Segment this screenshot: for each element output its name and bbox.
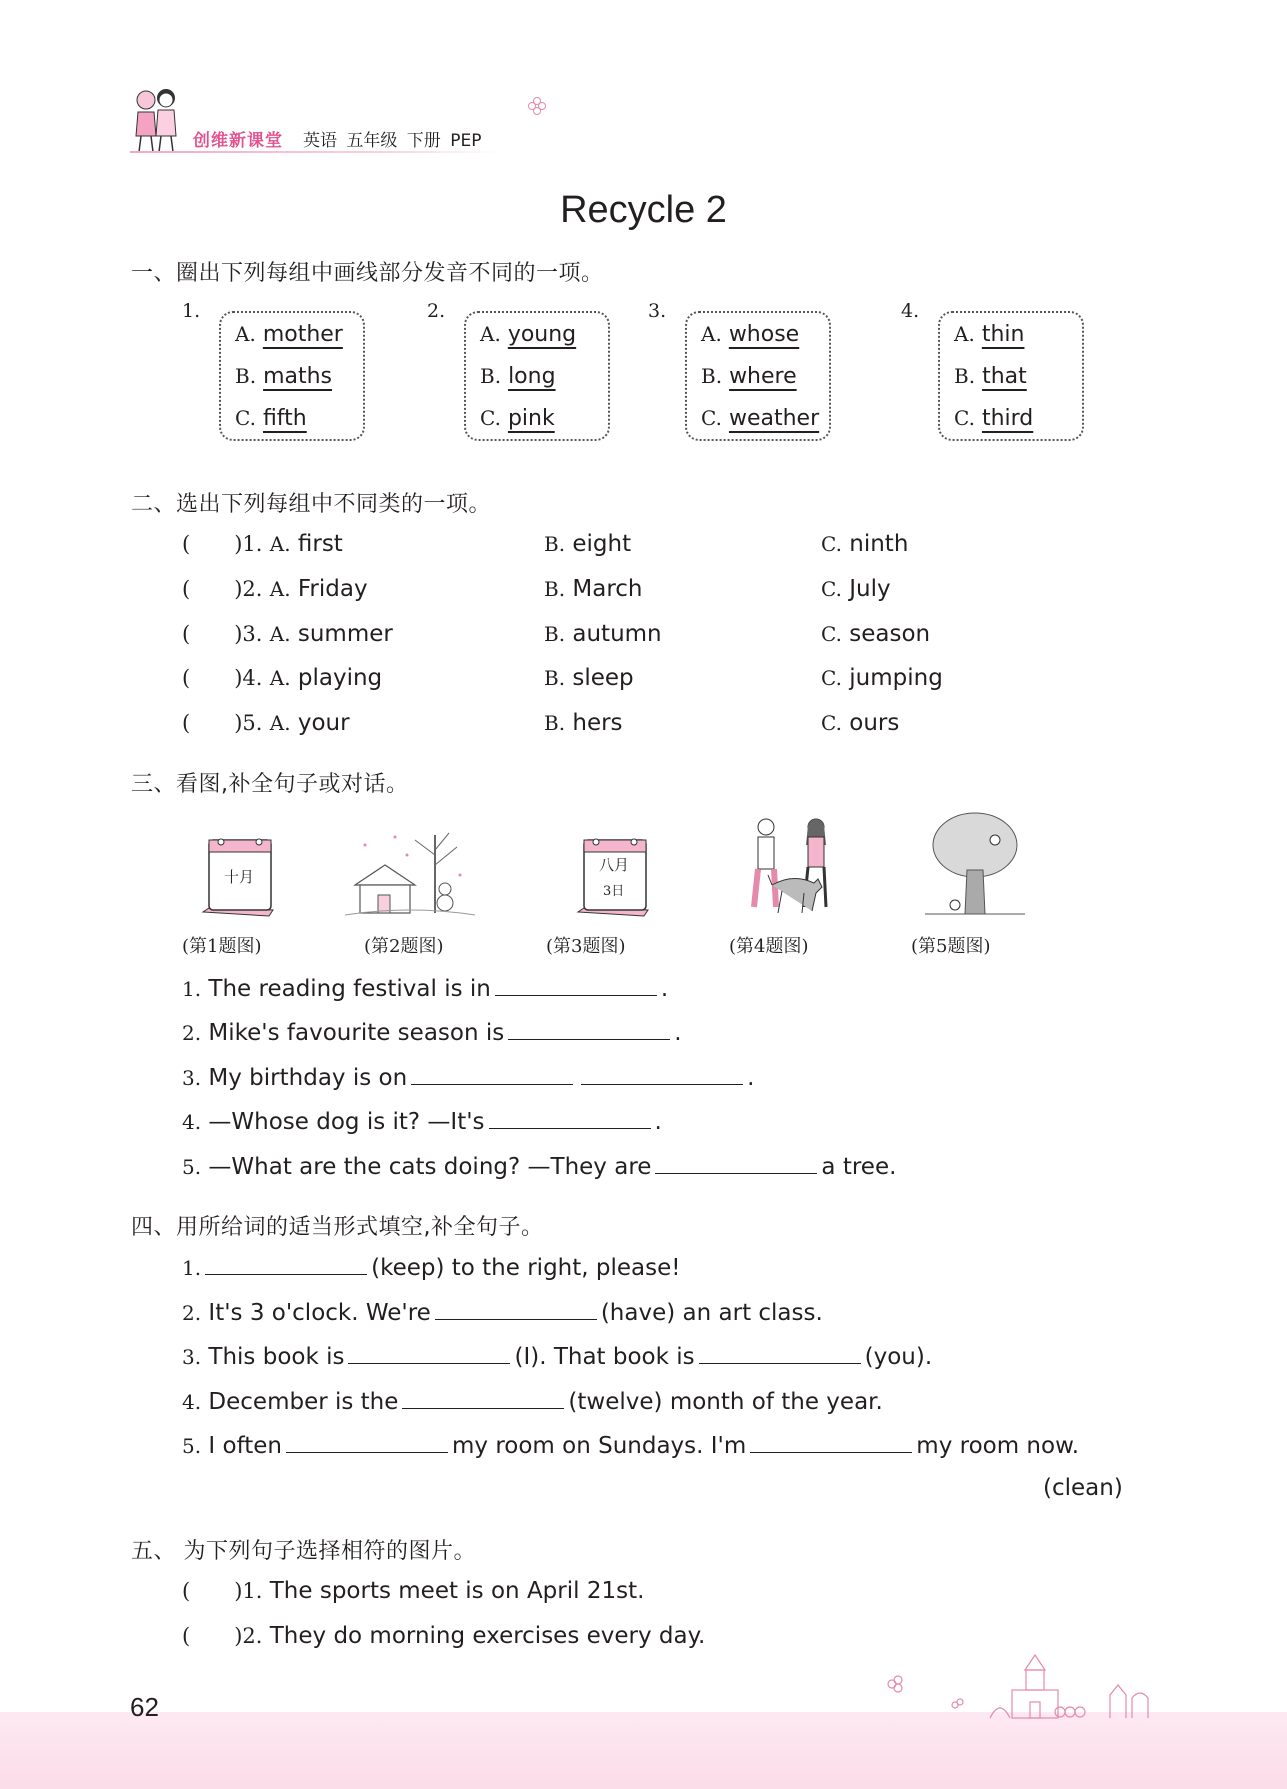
option-letter: C.: [701, 406, 722, 430]
answer-paren[interactable]: (: [182, 666, 191, 690]
option-letter: A.: [701, 322, 722, 346]
fill-sentence: [182, 1430, 1079, 1459]
answer-paren[interactable]: (: [182, 711, 191, 735]
option-word: where: [729, 364, 797, 389]
option-letter: C.: [821, 622, 842, 646]
option-line: [221, 313, 363, 355]
sentence-text: The sports meet is on April 21st.: [269, 1578, 645, 1604]
option-c-cell: [821, 576, 891, 602]
sentence-text: month of the year.: [669, 1389, 883, 1415]
sentence-text: .: [674, 1020, 682, 1046]
option-letter: B.: [544, 577, 566, 601]
fill-sentence: [182, 1062, 754, 1091]
option-box: [685, 311, 831, 441]
sentence-text: It's 3 o'clock. We're: [208, 1300, 431, 1326]
option-line: [466, 313, 608, 355]
option-c: ninth: [849, 531, 909, 557]
answer-blank[interactable]: [205, 1252, 367, 1275]
option-b: March: [572, 576, 643, 602]
question-number: 3.: [182, 1345, 202, 1369]
sentence-text: . That book is: [539, 1344, 695, 1370]
word-hint: (I): [514, 1344, 540, 1370]
option-b-cell: [544, 621, 662, 647]
option-word: maths: [263, 364, 333, 389]
sentence-text: my room on Sundays. I'm: [452, 1433, 747, 1459]
option-b-cell: [544, 665, 634, 691]
option-a: summer: [297, 621, 393, 647]
fill-sentence: [182, 1151, 896, 1180]
calendar-picture-3: [570, 830, 660, 920]
question-number: 2.: [182, 1301, 202, 1325]
option-c: July: [849, 576, 891, 602]
picture-caption: (第1题图): [182, 936, 262, 957]
sentence-text: .: [747, 1065, 755, 1091]
option-line: [940, 397, 1082, 439]
option-c: ours: [849, 710, 900, 736]
classify-row: [182, 621, 393, 647]
header-rule: [130, 151, 500, 153]
option-line: [940, 313, 1082, 355]
group-number: 1.: [182, 300, 201, 322]
answer-paren[interactable]: (: [182, 577, 191, 601]
option-word: pink: [507, 406, 555, 431]
option-b-cell: [544, 576, 643, 602]
answer-blank[interactable]: [348, 1341, 510, 1364]
question-number: 5.: [182, 1155, 202, 1179]
option-letter: A.: [269, 532, 291, 556]
option-a: Friday: [297, 576, 368, 602]
option-letter: A.: [954, 322, 975, 346]
word-hint: (clean): [1043, 1475, 1123, 1501]
option-b: autumn: [572, 621, 662, 647]
answer-blank[interactable]: [489, 1106, 651, 1129]
option-word: long: [508, 364, 556, 389]
winter-scene-picture: [345, 825, 475, 920]
option-word: whose: [728, 322, 800, 347]
question-number: 1.: [182, 1256, 202, 1280]
option-letter: A.: [269, 666, 291, 690]
fill-sentence: [182, 1106, 662, 1135]
calendar-month: 十月: [224, 868, 255, 886]
header-series-title: 创维新课堂: [193, 131, 283, 151]
fill-sentence: [182, 1386, 883, 1415]
option-word: third: [981, 406, 1034, 431]
option-letter: C.: [821, 666, 842, 690]
option-letter: C.: [235, 406, 256, 430]
fill-sentence: [182, 1341, 932, 1370]
sentence-text: —Whose dog is it? —It's: [208, 1109, 485, 1135]
question-number: 1.: [182, 977, 202, 1001]
section2-heading: 二、选出下列每组中不同类的一项。: [131, 492, 492, 517]
classify-row: [182, 531, 343, 557]
section5-heading: 五、 为下列句子选择相符的图片。: [131, 1539, 476, 1564]
sentence-text: my room now.: [916, 1433, 1080, 1459]
option-c-cell: [821, 531, 908, 557]
option-c: season: [849, 621, 931, 647]
option-line: [221, 397, 363, 439]
option-letter: A.: [480, 322, 501, 346]
classify-row: [182, 710, 350, 736]
sentence-text: .: [660, 976, 669, 1002]
sentence-text: December is the: [208, 1389, 399, 1415]
option-c-cell: [821, 665, 943, 691]
sentence-text: The reading festival is in: [208, 976, 491, 1002]
fill-sentence: [182, 1297, 823, 1326]
question-number: 3.: [182, 1066, 202, 1090]
option-line: [687, 313, 829, 355]
group-number: 3.: [648, 300, 667, 322]
flower-icon: [528, 97, 546, 115]
option-word: thin: [981, 322, 1025, 347]
option-letter: B.: [235, 364, 257, 388]
answer-paren[interactable]: (: [182, 1624, 191, 1648]
header-girls-illustration: [128, 86, 188, 156]
option-word: young: [507, 322, 577, 347]
option-letter: C.: [821, 711, 842, 735]
option-c-cell: [821, 710, 899, 736]
answer-blank[interactable]: [286, 1430, 448, 1453]
picture-caption: (第2题图): [364, 936, 444, 957]
option-line: [940, 355, 1082, 397]
question-number: )5.: [234, 711, 263, 735]
question-number: )3.: [234, 622, 263, 646]
option-line: [687, 397, 829, 439]
question-number: 5.: [182, 1434, 202, 1458]
option-letter: C.: [954, 406, 975, 430]
question-number: 4.: [182, 1110, 202, 1134]
option-letter: A.: [269, 577, 291, 601]
question-number: )2.: [234, 577, 263, 601]
group-number: 2.: [427, 300, 446, 322]
option-letter: A.: [269, 622, 291, 646]
option-a: playing: [297, 665, 383, 691]
match-sentence: [182, 1623, 705, 1649]
picture-caption: (第5题图): [911, 936, 991, 957]
answer-blank[interactable]: [581, 1062, 743, 1085]
section1-heading: 一、圈出下列每组中画线部分发音不同的一项。: [131, 261, 604, 286]
classify-row: [182, 576, 368, 602]
option-letter: C.: [480, 406, 501, 430]
sentence-text: a tree.: [821, 1154, 897, 1180]
question-number: 2.: [182, 1021, 202, 1045]
people-dog-picture: [738, 815, 848, 920]
option-b: sleep: [572, 665, 634, 691]
sentence-text: I often: [208, 1433, 283, 1459]
question-number: )1.: [234, 1579, 263, 1603]
option-word: that: [982, 364, 1027, 389]
answer-paren[interactable]: (: [182, 622, 191, 646]
word-hint: (have): [600, 1300, 676, 1326]
option-letter: B.: [544, 532, 566, 556]
option-b: eight: [572, 531, 632, 557]
picture-caption: (第3题图): [546, 936, 626, 957]
option-b-cell: [544, 710, 623, 736]
fill-sentence: [182, 1252, 680, 1281]
picture-caption: (第4题图): [729, 936, 809, 957]
option-letter: C.: [821, 532, 842, 556]
section4-heading: 四、用所给词的适当形式填空,补全句子。: [131, 1215, 544, 1240]
option-box: [938, 311, 1084, 441]
option-letter: B.: [954, 364, 976, 388]
sentence-text: My birthday is on: [208, 1065, 408, 1091]
sentence-text: This book is: [208, 1344, 345, 1370]
answer-blank[interactable]: [411, 1062, 573, 1085]
sentence-text: to the right, please!: [451, 1255, 681, 1281]
answer-paren[interactable]: (: [182, 532, 191, 556]
fill-sentence: [182, 1017, 682, 1046]
option-line: [221, 355, 363, 397]
option-letter: A.: [235, 322, 256, 346]
option-a: first: [297, 531, 343, 557]
sentence-text: .: [654, 1109, 662, 1135]
fill-sentence: [182, 973, 668, 1002]
question-number: )2.: [234, 1624, 263, 1648]
question-number: 4.: [182, 1390, 202, 1414]
option-letter: B.: [544, 711, 566, 735]
option-box: [219, 311, 365, 441]
option-letter: A.: [269, 711, 291, 735]
option-c-cell: [821, 621, 930, 647]
option-letter: B.: [544, 622, 566, 646]
option-word: weather: [728, 406, 820, 431]
classify-row: [182, 665, 382, 691]
option-letter: C.: [821, 577, 842, 601]
sentence-text: .: [924, 1344, 933, 1370]
option-line: [466, 397, 608, 439]
match-sentence: [182, 1578, 644, 1604]
answer-blank[interactable]: [435, 1297, 597, 1320]
calendar-month: 八月: [599, 856, 630, 874]
option-word: mother: [262, 322, 343, 347]
word-hint: (twelve): [568, 1389, 663, 1415]
header-subtitle: 英语 五年级 下册 PEP: [303, 131, 482, 151]
word-hint: (keep): [371, 1255, 445, 1281]
answer-blank[interactable]: [495, 973, 657, 996]
answer-blank[interactable]: [699, 1341, 861, 1364]
word-hint: (you): [864, 1344, 925, 1370]
page-title: Recycle 2: [560, 189, 727, 231]
question-number: )1.: [234, 532, 263, 556]
option-letter: B.: [544, 666, 566, 690]
section3-heading: 三、看图,补全句子或对话。: [131, 772, 409, 797]
page-number: 62: [130, 1692, 159, 1722]
answer-blank[interactable]: [508, 1017, 670, 1040]
option-word: fifth: [262, 406, 307, 431]
option-box: [464, 311, 610, 441]
tree-cats-picture: [925, 810, 1025, 920]
option-letter: B.: [701, 364, 723, 388]
answer-paren[interactable]: (: [182, 1579, 191, 1603]
option-a: your: [297, 710, 350, 736]
option-line: [466, 355, 608, 397]
option-line: [687, 355, 829, 397]
option-letter: B.: [480, 364, 502, 388]
sentence-text: They do morning exercises every day.: [269, 1623, 706, 1649]
option-b: hers: [572, 710, 623, 736]
sentence-text: an art class.: [682, 1300, 823, 1326]
option-b-cell: [544, 531, 631, 557]
footer-band: [0, 1712, 1287, 1789]
calendar-day: 3日: [603, 884, 625, 899]
sentence-text: Mike's favourite season is: [208, 1020, 505, 1046]
answer-blank[interactable]: [402, 1386, 564, 1409]
answer-blank[interactable]: [655, 1151, 817, 1174]
answer-blank[interactable]: [750, 1430, 912, 1453]
footer-castle-decoration: [880, 1650, 1160, 1720]
group-number: 4.: [901, 300, 920, 322]
sentence-text: —What are the cats doing? —They are: [208, 1154, 652, 1180]
question-number: )4.: [234, 666, 263, 690]
option-c: jumping: [849, 665, 943, 691]
